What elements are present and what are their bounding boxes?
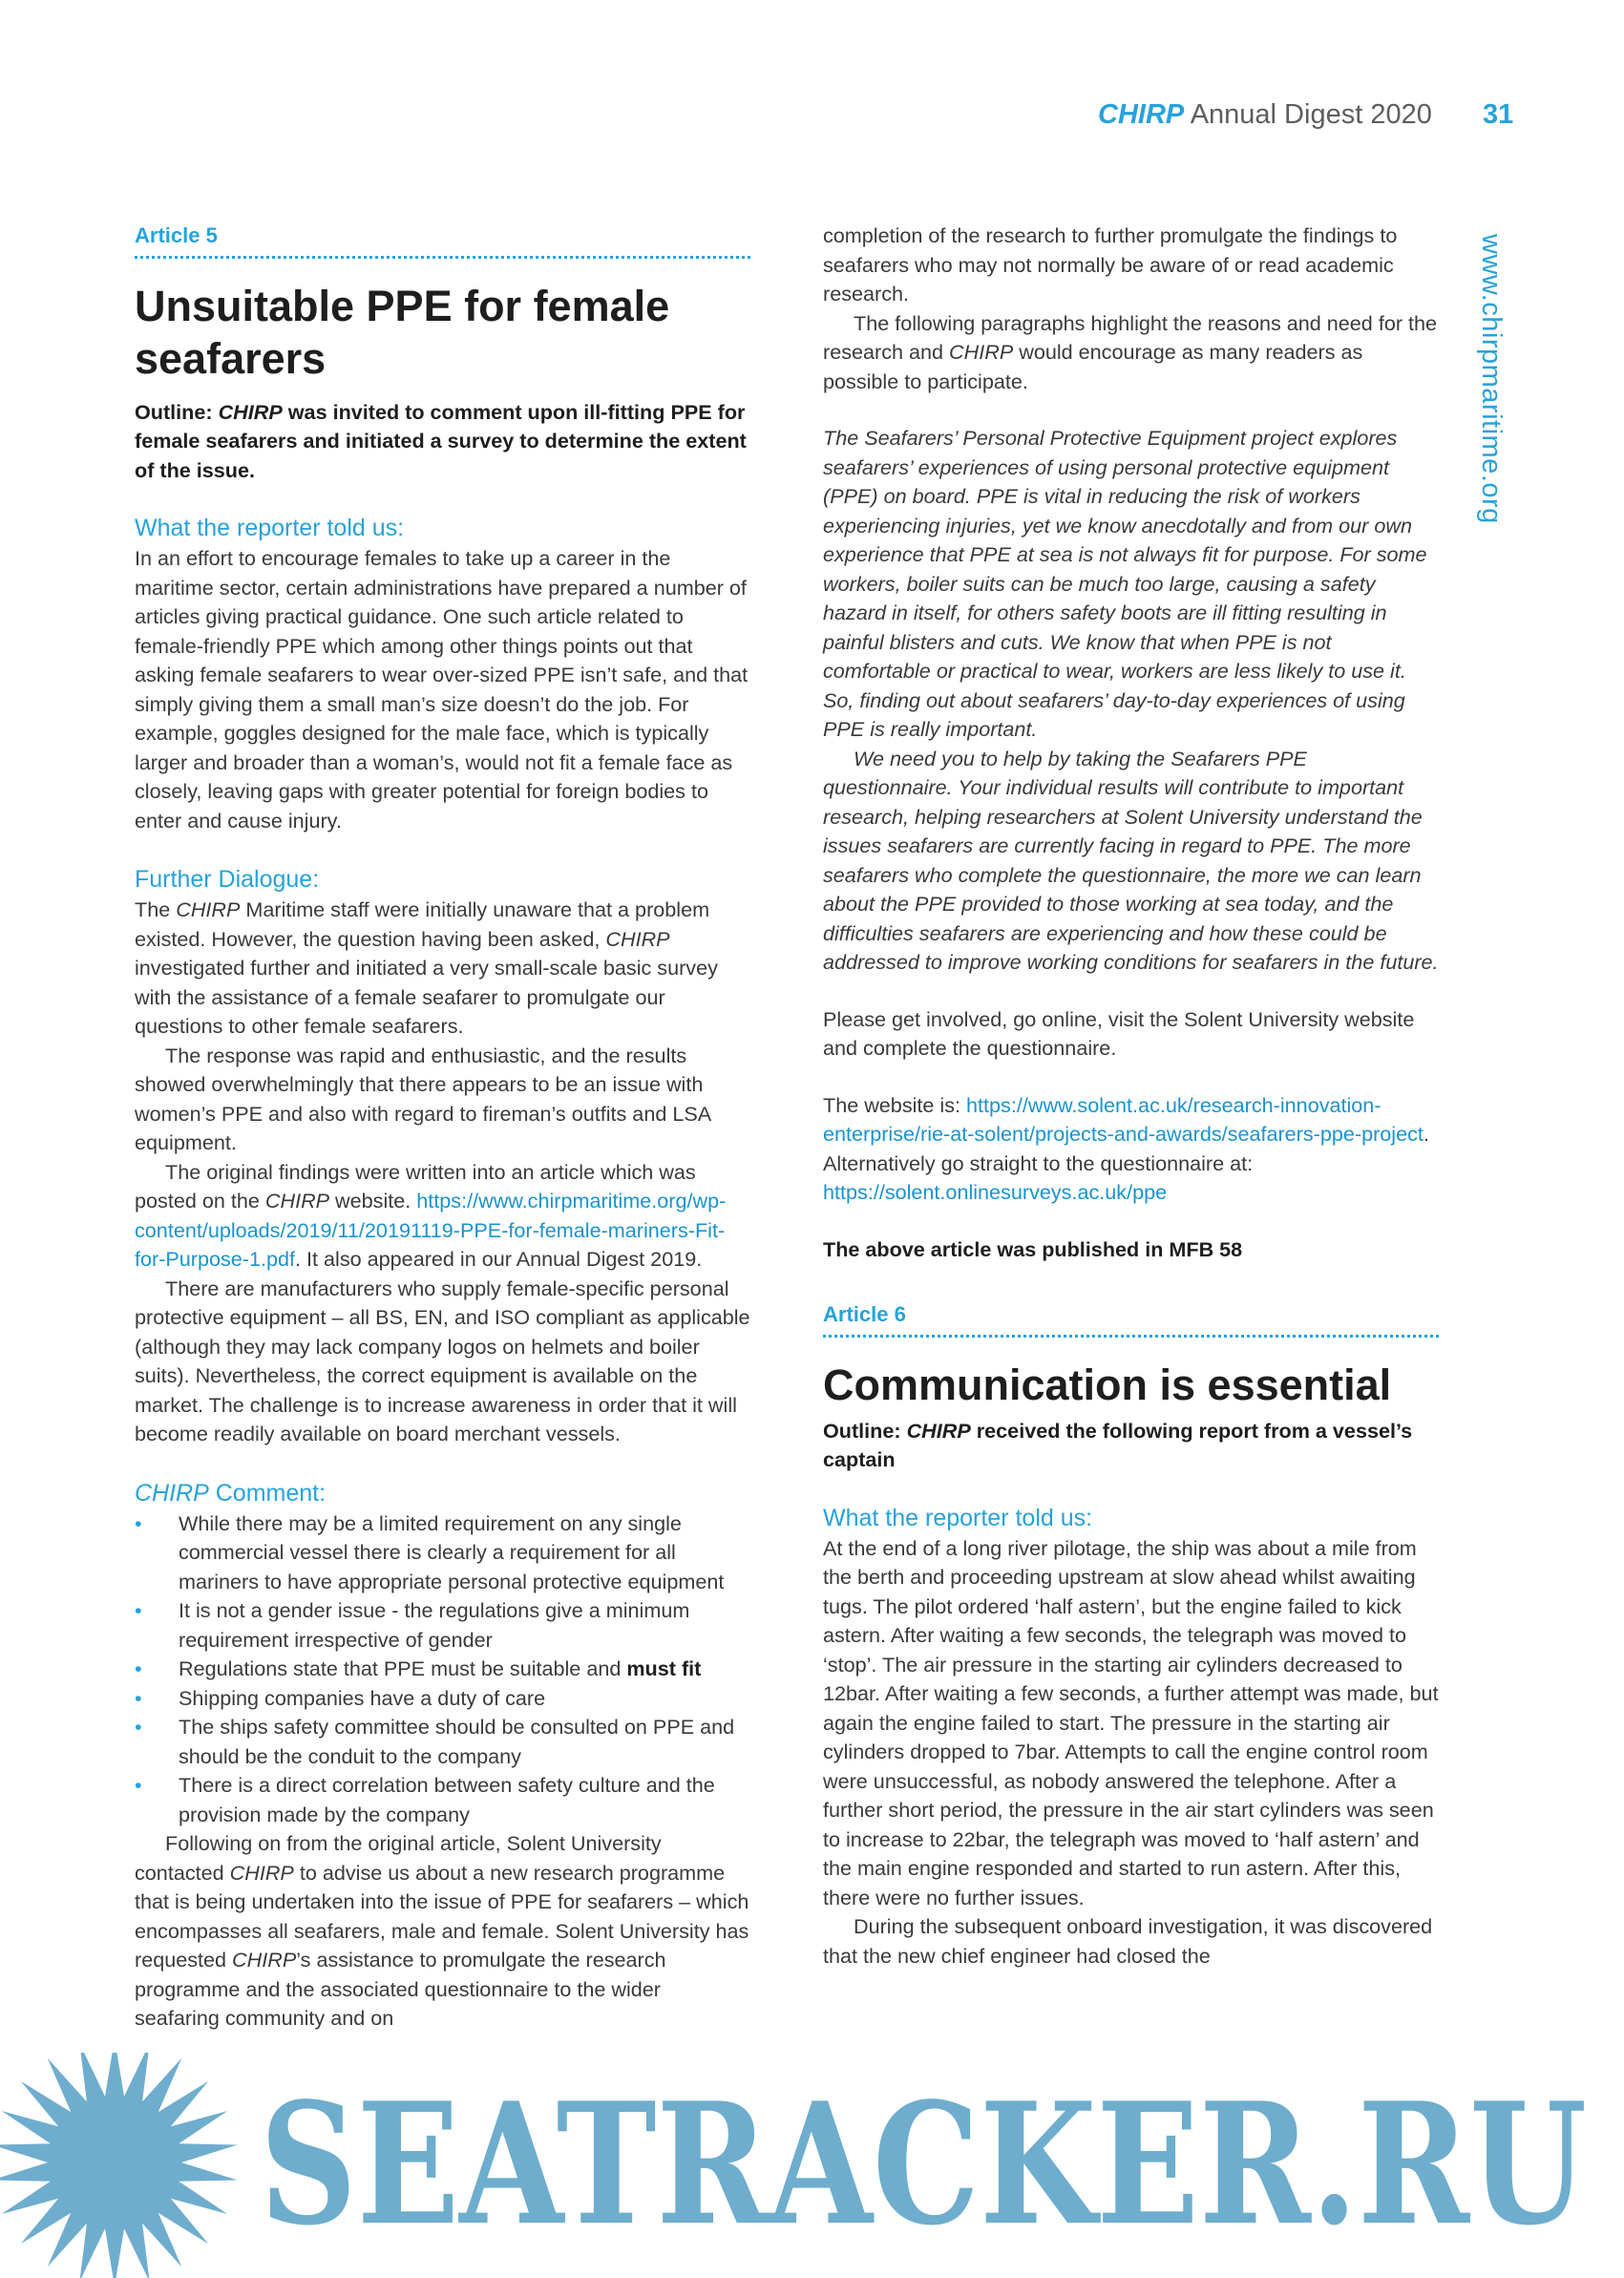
text-segment: . It also appeared in our Annual Digest 2019. (295, 1247, 703, 1271)
bullet-text (179, 1686, 545, 1710)
side-url[interactable]: www.chirpmaritime.org (1476, 234, 1507, 524)
text-segment: ’s assistance to promulgate the research programme and the associated questionnaire to the wider seafaring community and on (135, 1948, 666, 2030)
comment-brand: CHIRP (135, 1479, 209, 1507)
bullet-text (179, 1656, 701, 1680)
text-segment: CHIRP (232, 1948, 297, 1972)
starburst-icon (0, 2053, 238, 2278)
text-segment: Following on from the original article, Solent University contacted (135, 1831, 662, 1885)
bullet-item (135, 1509, 750, 1597)
bullet-icon: • (135, 1510, 142, 1535)
text-segment: The (135, 897, 177, 921)
section-heading-reporter: What the reporter told us: (823, 1504, 1093, 1531)
text-segment: The Seafarers’ Personal Protective Equipment project explores seafarers’ experiences of using personal protective equipment (PPE) on board. PPE is vital in reducing the risk of workers experiencing injuries, yet we know anecdotally and from our own experience that PPE at sea is not always fit for purpose. For some workers, boiler suits can be much too large, causing a safety hazard in itself, for others safety boots are ill fitting resulting in painful blisters and cuts. We know that when PPE is not comfortable or practical to wear, workers are less likely to use it. So, finding out about seafarers’ day-to-day experiences of using PPE is really important. (823, 426, 1427, 741)
text-segment: While there may be a limited requirement on any single commercial vessel there is clearly a requirement for all mariners to have appropriate personal protective equipment (179, 1510, 725, 1593)
text-segment: Shipping companies have a duty of care (179, 1685, 546, 1710)
text-segment: website. (329, 1189, 417, 1213)
continuation-paragraph (823, 309, 1439, 397)
text-segment: would encourage as many readers as possible to participate. (823, 340, 1363, 393)
dialogue-paragraph (135, 1158, 750, 1275)
text-segment: The response was rapid and enthusiastic, and the results showed overwhelmingly that there appears to be an issue with women’s PPE and also with regard to fireman’s outfits and LSA equipment. (135, 1043, 710, 1154)
bullet-text (179, 1511, 724, 1593)
text-segment: There is a direct correlation between safety culture and the provision made by the company (179, 1773, 715, 1826)
bullet-item (135, 1596, 750, 1655)
text-segment: Regulations state that PPE must be suitable and (179, 1656, 627, 1680)
text-segment: During the subsequent onboard investigation, it was discovered that the new chief engineer had closed the (823, 1914, 1433, 1968)
section-heading-comment (135, 1477, 750, 1509)
website-paragraph (823, 1091, 1439, 1208)
text-segment: CHIRP (218, 399, 283, 424)
text-segment: was invited to comment upon ill-fitting PPE for female seafarers and initiated a survey to determine the extent of the issue. (135, 399, 747, 482)
text-segment: completion of the research to further promulgate the findings to seafarers who may not normally be aware of or read academic research. (823, 223, 1398, 306)
involve-paragraph (823, 1005, 1439, 1064)
section-heading-reporter: What the reporter told us: (135, 515, 405, 541)
text-segment: The following paragraphs highlight the reasons and need for the research and (823, 310, 1438, 364)
text-segment: Maritime staff were initially unaware that a problem existed. However, the question having been asked, (135, 897, 710, 951)
running-header (1098, 99, 1432, 131)
bullet-text (179, 1715, 734, 1768)
bullet-icon: • (135, 1598, 142, 1622)
text-segment: We need you to help by taking the Seafarers PPE questionnaire. Your individual results will contribute to important research, helping researchers at Solent University understand the issues seafarers are currently facing in regard to PPE. The more seafarers who complete the questionnaire, the more we can learn about the PPE provided to those working at sea today, and the difficulties seafarers are experiencing and how these could be addressed to improve working conditions for seafarers in the future. (823, 746, 1439, 974)
text-segment: received the following report from a vessel’s captain (823, 1418, 1413, 1471)
bullet-icon: • (135, 1773, 142, 1797)
text-segment: At the end of a long river pilotage, the ship was about a mile from the berth and proceeding upstream at slow ahead whilst awaiting tugs. The pilot ordered ‘half astern’, but the engine failed to kick astern. After waiting a few seconds, the telegraph was moved to ‘stop’. The air pressure in the starting air cylinders decreased to 12bar. After waiting a few seconds, a further attempt was made, but again the engine failed to start. The pressure in the starting air cylinders dropped to 7bar. Attempts to call the engine control room were unsuccessful, as nobody answered the telephone. After a further short period, the pressure in the air start cylinders was seen to increase to 22bar, the telegraph was moved to ‘half astern’ and the main engine responded and started to run astern. After this, there were no further issues. (823, 1535, 1439, 1909)
reporter-paragraph (823, 1912, 1439, 1971)
text-segment: CHIRP (176, 897, 241, 921)
article-outline (823, 1417, 1439, 1475)
text-segment: CHIRP (229, 1860, 294, 1885)
text-segment: CHIRP (906, 1418, 971, 1443)
followup-paragraph (135, 1829, 750, 2034)
text-segment: Outline: (823, 1418, 907, 1443)
left-column (135, 221, 750, 2034)
comment-heading: Comment: (208, 1479, 327, 1507)
text-segment: It is not a gender issue - the regulations give a minimum requirement irrespective of gender (179, 1598, 690, 1652)
text-segment: In an effort to encourage females to take up a career in the maritime sector, certain administrations have prepared a number of articles giving practical guidance. One such article related to female-friendly PPE which among other things points out that asking female seafarers to wear over-sized PPE isn’t safe, and that simply giving them a small man’s size doesn’t do the job. For example, goggles designed for the male face, which is typically larger and broader than a woman’s, would not fit a female face as closely, leaving gaps with greater potential for foreign bodies to enter and cause injury. (135, 546, 749, 833)
dialogue-paragraph (135, 1275, 750, 1449)
quote-paragraph (823, 745, 1439, 978)
bullet-item (135, 1713, 750, 1771)
watermark-text: SEATRACKER.RU (260, 2067, 1587, 2263)
watermark (0, 2053, 1624, 2278)
link[interactable]: https://www.solent.ac.uk/research-innovation-enterprise/rie-at-solent/projects-and-awards/seafarers-ppe-project (823, 1092, 1424, 1146)
bullet-item (135, 1655, 750, 1684)
text-segment: The website is: (823, 1092, 967, 1117)
header-title: Annual Digest 2020 (1190, 99, 1432, 130)
link[interactable]: https://solent.onlinesurveys.ac.uk/ppe (823, 1180, 1168, 1204)
text-segment: CHIRP (264, 1189, 330, 1213)
text-segment: The original findings were written into an article which was posted on the (135, 1159, 696, 1213)
reporter-paragraph (823, 1534, 1439, 1913)
link[interactable]: https://www.chirpmaritime.org/wp-content/uploads/2019/11/20191119-PPE-for-female-mariners-Fit-for-Purpose-1.pdf (135, 1189, 727, 1271)
text-segment: There are manufacturers who supply female-specific personal protective equipment – all BS, EN, and ISO compliant as applicable (although they may lack company logos on helmets and boiler suits). Nevertheless, the correct equipment is available on the market. The challenge is to increase awareness in order that it will become readily available on board merchant vessels. (135, 1276, 750, 1445)
bullet-text (179, 1598, 689, 1652)
header-brand: CHIRP (1098, 99, 1185, 130)
article-label: Article 5 (135, 221, 750, 259)
bullet-icon: • (135, 1656, 142, 1680)
comment-bullets (135, 1509, 750, 1830)
article-title: Unsuitable PPE for female seafarers (135, 281, 670, 383)
text-segment: Please get involved, go online, visit the Solent University website and complete the questionnaire. (823, 1006, 1415, 1060)
bullet-icon: • (135, 1685, 142, 1710)
quote-paragraph (823, 424, 1439, 745)
article-label: Article 6 (823, 1300, 1439, 1338)
bullet-item (135, 1684, 750, 1714)
text-segment: CHIRP (605, 926, 670, 951)
text-segment: . Alternatively go straight to the questionnaire at: (823, 1122, 1429, 1175)
bullet-text (179, 1773, 715, 1826)
text-segment: to advise us about a new research programme that is being undertaken into the issue of PPE for seafarers – which encompasses all seafarers, male and female. Solent University has requested (135, 1860, 749, 1972)
bullet-icon: • (135, 1715, 142, 1739)
reporter-text (135, 544, 750, 835)
section-heading-dialogue: Further Dialogue: (135, 866, 320, 893)
article-title: Communication is essential (823, 1360, 1392, 1409)
text-segment: must fit (626, 1656, 702, 1680)
text-segment: investigated further and initiated a very small-scale basic survey with the assistance of a female seafarer to promulgate our questions to other female seafarers. (135, 956, 718, 1038)
text-segment: CHIRP (949, 340, 1014, 364)
text-segment: Outline: (135, 399, 219, 424)
text-segment: The ships safety committee should be consulted on PPE and should be the conduit to the company (179, 1715, 735, 1768)
published-note: The above article was published in MFB 58 (823, 1236, 1243, 1261)
dialogue-paragraph (135, 1042, 750, 1158)
bullet-item (135, 1771, 750, 1829)
right-column (823, 221, 1439, 1971)
continuation-paragraph (823, 221, 1439, 309)
dialogue-paragraph (135, 896, 750, 1042)
page-number: 31 (1483, 99, 1514, 130)
article-outline (135, 398, 750, 486)
